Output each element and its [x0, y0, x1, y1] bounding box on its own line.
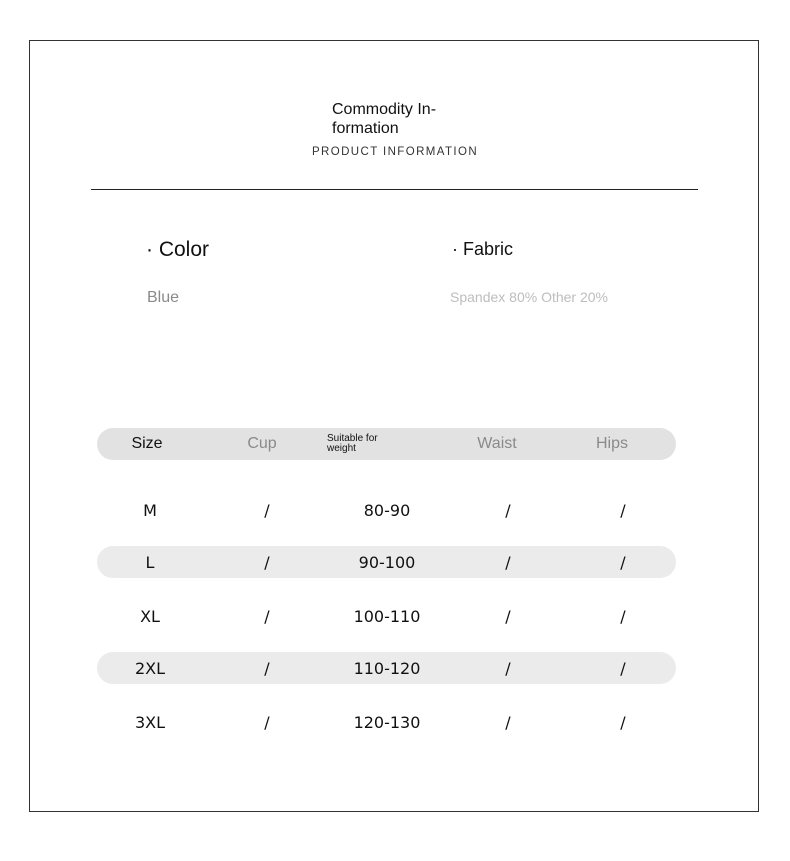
- row-cup: /: [264, 658, 270, 678]
- row-waist: /: [505, 552, 511, 572]
- title-line-1: Commodity In-: [332, 101, 437, 118]
- row-waist: /: [505, 712, 511, 732]
- row-hips: /: [620, 606, 626, 626]
- title-divider: [91, 189, 698, 190]
- column-header-waist: Waist: [477, 435, 517, 452]
- row-size: 2XL: [134, 658, 166, 678]
- row-hips: /: [620, 712, 626, 732]
- table-row: [97, 706, 676, 738]
- row-waist: /: [505, 606, 511, 626]
- row-cup: /: [264, 552, 270, 572]
- row-weight: 100-110: [353, 606, 421, 626]
- row-waist: /: [505, 500, 511, 520]
- fabric-label: · Fabric: [452, 239, 514, 259]
- row-weight: 110-120: [353, 658, 421, 678]
- color-label: · Color: [146, 238, 210, 261]
- table-row: [97, 600, 676, 632]
- column-header-weight: [327, 428, 417, 460]
- page-subtitle: PRODUCT INFORMATION: [311, 146, 479, 158]
- row-size: L: [145, 552, 155, 572]
- column-header-weight-text: Suitable for weight: [327, 433, 378, 454]
- row-weight: 90-100: [358, 552, 416, 572]
- row-size: XL: [140, 606, 160, 626]
- table-row: [97, 652, 676, 684]
- column-header-size: Size: [131, 435, 163, 452]
- column-header-cup: Cup: [247, 435, 277, 452]
- table-row: [97, 494, 676, 526]
- size-table-header: [97, 428, 676, 460]
- row-hips: /: [620, 552, 626, 572]
- row-cup: /: [264, 606, 270, 626]
- row-hips: /: [620, 500, 626, 520]
- table-row: [97, 546, 676, 578]
- fabric-value: Spandex 80% Other 20%: [450, 289, 608, 305]
- row-hips: /: [620, 658, 626, 678]
- row-size: M: [143, 500, 157, 520]
- row-cup: /: [264, 712, 270, 732]
- row-cup: /: [264, 500, 270, 520]
- row-weight: 80-90: [363, 500, 411, 520]
- row-waist: /: [505, 658, 511, 678]
- row-size: 3XL: [134, 712, 166, 732]
- row-weight: 120-130: [353, 712, 421, 732]
- color-value: Blue: [147, 289, 180, 306]
- page-title: [332, 100, 452, 138]
- column-header-hips: Hips: [595, 435, 628, 452]
- title-line-2: formation: [332, 120, 399, 137]
